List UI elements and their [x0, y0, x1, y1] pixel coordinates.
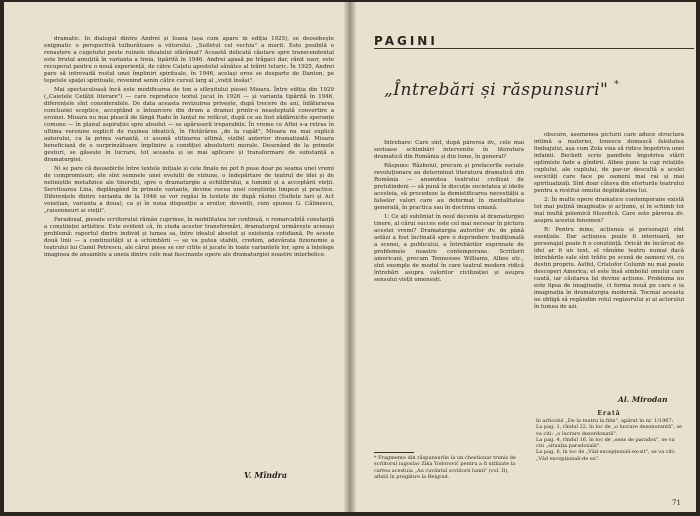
left-author: V. Mîndra	[244, 470, 288, 480]
right-page	[356, 2, 696, 512]
interview-paragraph: R: Pentru mine, acțiunea și personajul sînt esențiale. Dar acțiunea poate fi interioară, iar personajul poate fi o conștiință. Oricât de încărcat de idei ar fi un text, el rămâne teatru numai dacă întrebările sale sînt trăite pe scenă de oameni vii, cu destin propriu. Astfel, Cristofor Columb nu mai poate descoperi America; el este însă simbolul omului care caută, iar căutarea lui devine acțiune. Problema nu este lipsa de imaginație, ci forma nouă pe care o ia imaginația în dramaturgia modernă. Tocmai aceasta ne obligă să regândim rolul regizorului și al actorului în lumea de azi.	[534, 227, 684, 310]
interview-paragraph: Răspuns: Războiul, precum și prefacerile sociale revoluționare au determinat literatura dramatică din România — anumitea teatrului civilizat de pretutindeni — să pună în discuție societatea și ideile acesteia, să procedeze la demistificarea necesității a falselor valori care au deformat în mentalitatea generală, în practica sau în doctrina umană.	[374, 163, 524, 211]
erata-list	[536, 418, 684, 462]
headline-footnote-mark: *	[614, 80, 620, 90]
magazine-spread	[4, 2, 696, 512]
right-author: Al. Mirodan	[618, 395, 668, 404]
left-paragraph: Mai spectaculoasă încă este modificarea de ton a sfârșitului piesei Mioara. Între ediția din 1929 („Caietele Cetății literare") — care reproduce textul jucat în 1926 — și varianta tipărită în 1946, diferențele sînt considerabile. De data aceasta revizuirea privește, după trecere de ani, înlăturarea concluziei sceptice, acceptând o întoarcere din drum a dramei printr-o neașteptată convertire a eroinei. Mioara nu mai pleacă de lângă Radu în lanțul ne refăcut, după ce au fost zădărnicite speranțe comune — în planul aspirației spre absolut — se apăruseră ireparabile. În vreme ce Aftei s-a retras în ultima versiune explicit de rușinea ideatică, în Hotărârea „de la capăt", Mioara nu mai explică autorului, ca la prima variantă, ci asumă stilizarea ultimă, vizibil anterior dramatizată. Mioara beneficiază de o surprinzătoare împlinire a condiției absolutorii morale. Desenând de la primele gesturi, se găsește în lucrare, tot aceasta și se mai aplicare și transformare de substanță a dramaturgiei.	[44, 87, 334, 163]
headline-text: „Întrebări și răspunsuri"	[384, 80, 609, 100]
erata-item: La pag. 1, rîndul 22, în loc de „o lucrare dezonorantă", se va citi: „o lucrare dezordonată".	[536, 424, 683, 437]
left-page	[4, 2, 344, 512]
erata-title: Erată	[597, 410, 621, 417]
rubric-header	[374, 30, 524, 48]
interview-paragraph: 2: În multe opere dramatice contemporane există tot mai puțină imaginație și acțiune, și în schimb tot mai multă polemică filozofică. Care este părerea dv. asupra acestui fenomen?	[534, 197, 684, 224]
interview-paragraph: Întrebare: Care sînt, după părerea dv., cele mai serioase schimbări intervenite în literatura dramatică din România și din lume, în general?	[374, 140, 524, 160]
left-article	[44, 36, 334, 466]
interview-paragraph: obscure, asemenea picturii care aduce structura intimă a materiei, Ionescu demască falsitatea limbajului, așa cum Zola voia să ridice împotriva unei infamii. Beckett scrie pamflete împotriva stării optimiste fade a gîndirii. Albee pune la cap relațiile cuplului, ale cuplului, de par-ur descultă a acelei societăți care face pe oameni mai rai și mai spiritualizați. Sînt doar câteva din eforturile teatrului pentru a restitui omului deplinătatea lui.	[534, 132, 684, 194]
right-column-1	[374, 140, 524, 455]
right-column-2	[534, 132, 684, 394]
page-number: 71	[672, 499, 681, 507]
erata-item: în articolul „De la teatru la film", apărut în nr. 1/1967:	[536, 418, 674, 424]
footnote-rule	[374, 452, 414, 453]
article-headline	[384, 80, 664, 100]
left-paragraph: Paradoxal, piesele scriitorului rămân cuprinse, în mobilitatea lor continuă, o remarcabilă constanță a conștiinței artistice. Este evident că, în ciuda acestor transformări, dramaturgul urmărește aceeași problemă: raportul dintre individ și lumea sa, între idealul absolut și existența cotidiană. Pe aceste două linii — a continuității și a schimbării — se va putea stabili, credem, adevărata fizionomie a teatrului lui Camil Petrescu, ale cărui piese se cer citite și jucate în toate variantele lor, spre a înțelege imaginea de ansamblu a uneia dintre cele mai fascinante opere ale dramaturgiei noastre interbelice.	[44, 217, 334, 258]
rubric-rule	[374, 48, 694, 49]
erata-item: La pag. 4, rîndul 16, în loc de „sens de paradox", se va citi „situația paradoxală".	[536, 436, 675, 450]
left-paragraph: dramatic. În dialogul dintre Andrei și Ioana (așa cum apare în ediția 1925), se deosebește enigmatic o perspectivă tulburătoare a viitorului. „Sufletul cel vechiu" a murit. Este posibilă o renaștere a cugetului peste ruinele idealului sfărâmat? Această delicată căutare spre transcendental este brutal amuțită în varianta a treia, tipărită în 1946. Andrei apasă pe trăgaci dar, rănit ușor, este recuperat pentru o nouă experiență, de către Cațelu apostolul sănătos al trăirii teluric. În 1925, Andrei pare să intrevadă rostul unei împliniri spirituale, în 1946, același erou se desparte de Danton, pe tepetele spaței spirituale, revenind senin către cursul larg al „vieții însăși".	[44, 36, 334, 84]
page-gutter	[344, 2, 356, 512]
interview-paragraph: 1: Ce ați subliniat în noul deceniu al dramaturgiei tinere, al cărui succes este cel mai necesar în pictura acestei vremi? Dramaturgia autorilor dv. de până astăzi a fost înclinată spre o deprindere tradițională a scenei, a publicului, a întrebărilor exprimate de problemele noastre contemporane. Scriitorii americani, precum Tennessee Williams, Albee etc., sînt exemple de modul în care teatrul modern ridică întrebări asupra valorilor civilizației și asupra sensului vieții omenești.	[374, 214, 524, 283]
footnote: * Fragmente din răspunsurile la un chestionar trimis de scriitorul iugoslav Zika Todorović pentru a fi utilizate la cartea acestuia „Au cuvântul scriitorii lumii" (vol. II), aflată în pregătire la Belgrad.	[374, 455, 516, 480]
rubric-title: PAGINI	[374, 34, 438, 48]
erata-item: La pag. 6, în loc de „Văd excepționali-ex-sit", se va citi: „Văd excepționali-de ex".	[536, 449, 676, 462]
left-paragraph: Ni se pare că deosebirile între textele inițiale și cele finale nu pot fi puse doar pe seama unei vremi de compromisuri; ele sînt semnele unei evoluții de viziune, o îndepărtare de teatrul de idei și de neliniștile metafizice ale tinereții, spre o dramaturgie a echilibrului, a luminii și a acceptării vieții. Servitoarea Lina, deplângând în primele variante, devine vocea unei conștiințe limpezi și practice. Diferențele dintre varianta de la 1946 se vor regăsi în textele de după război (Suflete tari și Act venețian, varianta a doua), ca și în noua dispoziție a eroilor, deveniți, cum spunea G. Călinescu, „raisonneuri ai vieții".	[44, 166, 334, 214]
